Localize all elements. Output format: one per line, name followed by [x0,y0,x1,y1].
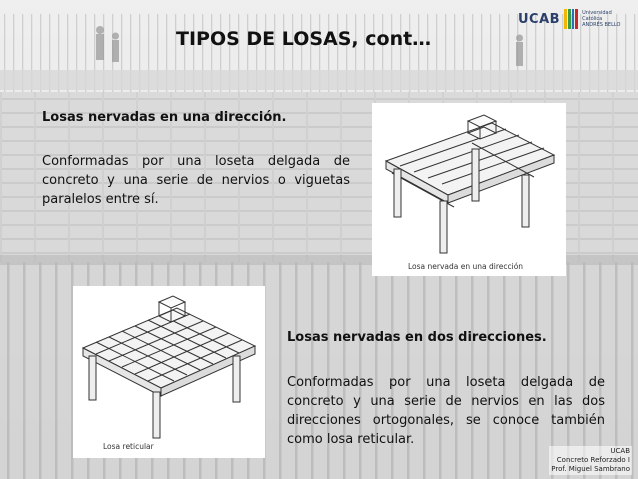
footer-credit [549,446,632,475]
figure-waffle-slab [73,286,265,458]
figure-one-way-slab [372,103,566,276]
slide-title: TIPOS DE LOSAS, cont… [176,28,432,50]
section-one-heading: Losas nervadas en una dirección. [42,110,287,125]
section-two-body: Conformadas por una loseta delgada de concreto y una serie de nervios en las dos direcciones ortogonales, se conoce también como losa reticular. [287,375,605,447]
logo-wordmark: UCAB [518,11,561,27]
waffle-slab-drawing [73,286,265,458]
figure-two-caption: Losa reticular [103,442,154,451]
footer-line2: Concreto Reforzado I [556,456,630,464]
one-way-slab-drawing [372,103,566,276]
footer-line1: UCAB [610,447,630,455]
logo-university-name [582,10,626,28]
logo-line2: ANDRÉS BELLO [582,22,621,28]
ucab-logo [518,8,634,30]
section-two-heading: Losas nervadas en dos direcciones. [287,330,547,345]
section-one-body: Conformadas por una loseta delgada de concreto y una serie de nervios o viguetas paralelos entre sí. [42,154,350,207]
figure-one-caption: Losa nervada en una dirección [408,262,524,271]
logo-color-bars [564,9,578,29]
footer-line3: Prof. Miguel Sambrano [551,465,630,473]
logo-line1: Universidad Católica [582,10,612,22]
